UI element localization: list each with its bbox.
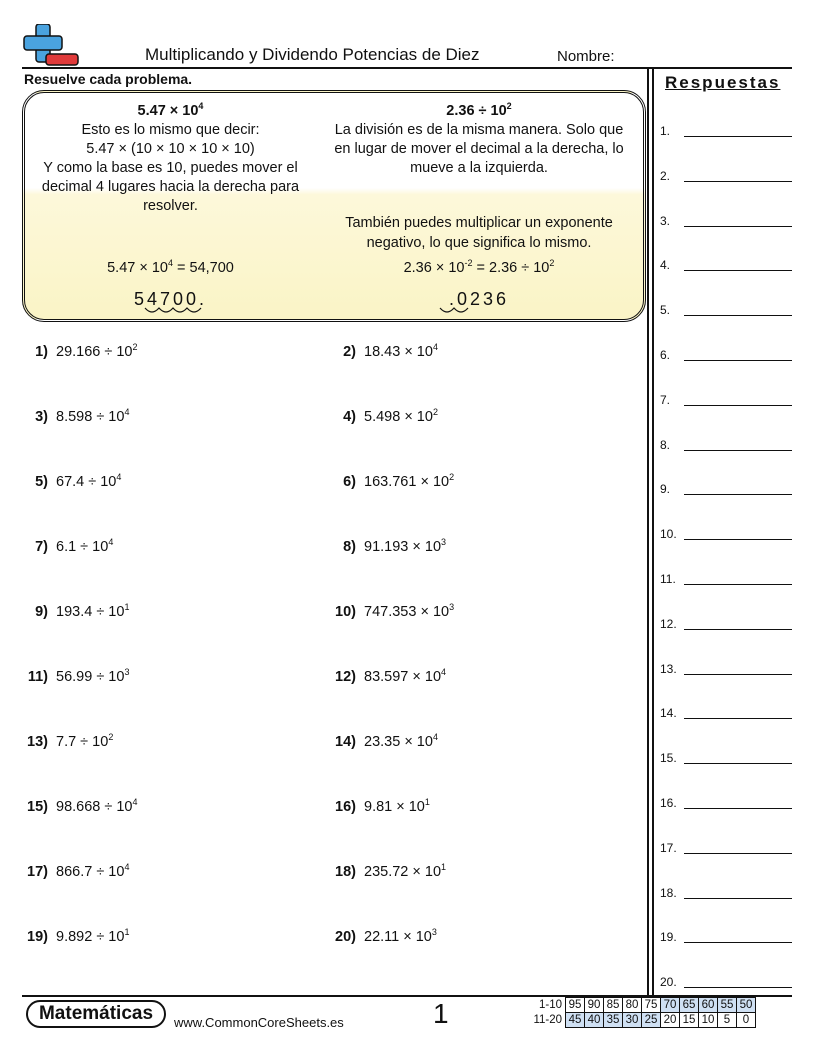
problem-exponent: 4 xyxy=(432,342,438,352)
problem-exponent: 1 xyxy=(424,797,430,807)
problem-expression: 866.7 ÷ 10 xyxy=(56,863,125,880)
answer-blank[interactable] xyxy=(684,315,792,316)
problem-number: 20) xyxy=(335,928,356,945)
answer-row[interactable] xyxy=(660,930,792,944)
problem-expression: 67.4 ÷ 10 xyxy=(56,473,117,490)
problem-item xyxy=(330,407,438,425)
problem-number: 11) xyxy=(27,668,48,685)
page-number: 1 xyxy=(433,998,449,1029)
answer-blank[interactable] xyxy=(684,763,792,764)
score-cell: 5 xyxy=(718,1013,737,1028)
answer-label: 19. xyxy=(660,930,677,945)
problem-number: 8) xyxy=(343,538,356,555)
instructions: Resuelve cada problema. xyxy=(24,71,193,87)
problem-item xyxy=(22,342,138,360)
score-row xyxy=(528,1013,756,1028)
score-cell: 15 xyxy=(680,1013,699,1028)
example-right-extra xyxy=(317,213,641,278)
problem-item xyxy=(22,927,129,945)
answer-row[interactable] xyxy=(660,258,792,272)
problem-item xyxy=(330,927,437,945)
score-cell: 90 xyxy=(585,998,604,1013)
answer-label: 15. xyxy=(660,751,677,766)
score-cell: 75 xyxy=(642,998,661,1013)
problem-number: 12) xyxy=(335,668,356,685)
answer-blank[interactable] xyxy=(684,987,792,988)
problem-expression: 8.598 ÷ 10 xyxy=(56,408,125,425)
answer-blank[interactable] xyxy=(684,494,792,495)
problem-exponent: 2 xyxy=(132,342,138,352)
answer-label: 6. xyxy=(660,348,671,362)
problem-expression: 193.4 ÷ 10 xyxy=(56,603,125,620)
problem-exponent: 3 xyxy=(124,667,130,677)
answer-row[interactable] xyxy=(660,751,792,765)
problem-exponent: 2 xyxy=(432,407,438,417)
answer-blank[interactable] xyxy=(684,718,792,719)
site-url: www.CommonCoreSheets.es xyxy=(174,1015,344,1030)
problem-exponent: 1 xyxy=(124,927,130,937)
problem-item xyxy=(330,667,446,685)
problem-exponent: 4 xyxy=(124,407,130,417)
problem-exponent: 3 xyxy=(441,537,447,547)
problem-expression: 18.43 × 10 xyxy=(364,343,433,360)
answer-row[interactable] xyxy=(660,796,792,810)
example-left xyxy=(28,97,313,216)
score-cell: 40 xyxy=(585,1013,604,1028)
problem-item xyxy=(330,797,430,815)
score-table xyxy=(528,997,756,1028)
answer-blank[interactable] xyxy=(684,405,792,406)
example-left-line: Y como la base es 10, puedes mover el xyxy=(43,159,298,176)
answer-blank[interactable] xyxy=(684,898,792,899)
problem-item xyxy=(330,732,438,750)
example-left-result: $5.47 \times 10^4 = 54,700$ xyxy=(107,258,234,276)
problem-expression: 83.597 × 10 xyxy=(364,668,442,685)
example-right-line: También puedes multiplicar un exponente xyxy=(345,215,613,231)
answer-blank[interactable] xyxy=(684,136,792,137)
problem-expression: 5.498 × 10 xyxy=(364,408,433,425)
problem-exponent: 4 xyxy=(116,472,122,482)
answer-row[interactable] xyxy=(660,393,792,407)
answer-label: 3. xyxy=(660,213,671,228)
answer-row[interactable] xyxy=(660,527,792,541)
example-right-heading: $2.36 \div 10^2$ xyxy=(446,101,512,119)
problem-number: 15) xyxy=(27,798,48,815)
answer-blank[interactable] xyxy=(684,181,792,182)
decimal-move-arcs-icon xyxy=(438,306,478,316)
problem-expression: 56.99 ÷ 10 xyxy=(56,668,125,685)
problem-number: 17) xyxy=(27,863,48,880)
problem-expression: 7.7 ÷ 10 xyxy=(56,733,109,750)
score-cell: 0 xyxy=(737,1013,756,1028)
example-left-digits: 54700. xyxy=(133,289,208,309)
score-cell: 10 xyxy=(699,1013,718,1028)
problem-number: 1) xyxy=(35,343,48,360)
example-right-line: en lugar de mover el decimal a la derecha, lo xyxy=(334,140,624,157)
problem-number: 4) xyxy=(343,408,356,425)
score-cell: 25 xyxy=(642,1013,661,1028)
problem-number: 2) xyxy=(343,343,356,360)
problem-exponent: 3 xyxy=(449,602,455,612)
score-cell: 35 xyxy=(604,1013,623,1028)
problem-number: 14) xyxy=(335,733,356,750)
answer-row[interactable] xyxy=(660,572,792,586)
answer-row[interactable] xyxy=(660,124,792,138)
answers-divider-inner xyxy=(652,69,654,995)
problem-expression: 23.35 × 10 xyxy=(364,733,433,750)
score-cell: 20 xyxy=(661,1013,680,1028)
decimal-move-arcs-icon xyxy=(143,306,219,316)
answer-label: 13. xyxy=(660,661,677,676)
answer-label: 16. xyxy=(660,796,677,810)
answer-row[interactable] xyxy=(660,214,792,228)
problem-exponent: 4 xyxy=(124,862,130,872)
score-cell: 45 xyxy=(566,1013,585,1028)
problem-item xyxy=(22,862,129,880)
problem-item xyxy=(22,602,129,620)
answer-row[interactable] xyxy=(660,886,792,900)
problem-number: 18) xyxy=(335,863,356,880)
problem-exponent: 3 xyxy=(431,927,437,937)
example-right-digits: .0236 xyxy=(448,289,510,309)
problem-item xyxy=(330,342,438,360)
problem-item xyxy=(22,537,113,555)
answer-label: 20. xyxy=(660,975,677,990)
answer-blank[interactable] xyxy=(684,808,792,809)
problem-item xyxy=(330,537,446,555)
answer-blank[interactable] xyxy=(684,942,792,943)
example-left-line: 5.47 × (10 × 10 × 10 × 10) xyxy=(86,140,255,157)
score-cell: 70 xyxy=(661,998,680,1013)
example-left-line: decimal 4 lugares hacia la derecha para xyxy=(41,178,300,195)
problem-expression: 9.892 ÷ 10 xyxy=(56,928,125,945)
answer-blank[interactable] xyxy=(684,584,792,585)
answer-blank[interactable] xyxy=(684,629,792,630)
problem-expression: 22.11 × 10 xyxy=(364,928,432,945)
problem-expression: 235.72 × 10 xyxy=(364,863,442,880)
score-row-label: 11-20 xyxy=(533,1014,562,1026)
problem-expression: 6.1 ÷ 10 xyxy=(56,538,109,555)
answer-label: 12. xyxy=(660,616,677,631)
page-title: Multiplicando y Dividendo Potencias de Diez xyxy=(145,45,480,64)
problem-exponent: 4 xyxy=(108,537,114,547)
answer-row[interactable] xyxy=(660,706,792,720)
example-right-line: La división es de la misma manera. Solo que xyxy=(334,121,624,138)
problem-number: 7) xyxy=(35,538,48,555)
answer-row[interactable] xyxy=(660,617,792,631)
example-left-line: Esto es lo mismo que decir: xyxy=(81,121,260,138)
problem-exponent: 2 xyxy=(108,732,114,742)
answer-label: 4. xyxy=(660,258,671,273)
score-row xyxy=(528,998,756,1013)
problem-number: 5) xyxy=(35,473,48,490)
problem-number: 3) xyxy=(35,408,48,425)
example-right-line: negativo, lo que significa lo mismo. xyxy=(366,235,592,251)
problem-item xyxy=(22,667,129,685)
header-divider xyxy=(22,67,792,69)
problem-number: 9) xyxy=(35,603,48,620)
answer-row[interactable] xyxy=(660,841,792,855)
problem-item xyxy=(22,797,138,815)
problem-item xyxy=(22,407,129,425)
answer-row[interactable] xyxy=(660,348,792,362)
answer-row[interactable] xyxy=(660,975,792,989)
answer-row[interactable] xyxy=(660,303,792,317)
problem-number: 19) xyxy=(27,928,48,945)
answer-blank[interactable] xyxy=(684,270,792,271)
answer-label: 10. xyxy=(660,527,677,542)
answer-blank[interactable] xyxy=(684,360,792,361)
example-right-equation: $2.36 \times 10^{-2} = 2.36 \div 10^2$ xyxy=(403,258,555,276)
score-cell: 30 xyxy=(623,1013,642,1028)
problem-number: 10) xyxy=(335,603,356,620)
problem-exponent: 1 xyxy=(124,602,130,612)
example-box xyxy=(22,90,646,322)
answer-blank[interactable] xyxy=(684,450,792,451)
problem-exponent: 4 xyxy=(132,797,138,807)
example-left-heading: $5.47 \times 10^4$ xyxy=(137,101,204,119)
problem-expression: 163.761 × 10 xyxy=(364,473,450,490)
problem-exponent: 4 xyxy=(432,732,438,742)
problem-exponent: 4 xyxy=(441,667,447,677)
problem-item xyxy=(330,602,454,620)
answers-title: Respuestas xyxy=(665,73,781,92)
problem-number: 13) xyxy=(27,733,48,750)
answer-row[interactable] xyxy=(660,438,792,452)
score-cell: 65 xyxy=(680,998,699,1013)
plus-minus-logo-icon xyxy=(22,24,80,68)
answer-label: 2. xyxy=(660,168,671,183)
problem-expression: 29.166 ÷ 10 xyxy=(56,343,133,360)
answer-label: 14. xyxy=(660,706,677,721)
answer-label: 5. xyxy=(660,303,671,318)
score-cell: 85 xyxy=(604,998,623,1013)
example-right xyxy=(317,97,641,178)
score-cell: 80 xyxy=(623,998,642,1013)
problem-item xyxy=(330,472,454,490)
score-cell: 50 xyxy=(737,998,756,1013)
answer-label: 17. xyxy=(660,840,677,855)
problem-expression: 91.193 × 10 xyxy=(364,538,442,555)
answer-row[interactable] xyxy=(660,662,792,676)
problem-exponent: 2 xyxy=(449,472,455,482)
answer-blank[interactable] xyxy=(684,226,792,227)
answer-row[interactable] xyxy=(660,482,792,496)
answer-label: 11. xyxy=(660,572,676,586)
score-cell: 60 xyxy=(699,998,718,1013)
example-right-line: mueve a la izquierda. xyxy=(410,159,548,176)
score-row-label: 1-10 xyxy=(538,999,562,1011)
problem-expression: 98.668 ÷ 10 xyxy=(56,798,133,815)
problem-exponent: 1 xyxy=(441,862,447,872)
answer-label: 9. xyxy=(660,482,671,497)
answer-blank[interactable] xyxy=(684,539,792,540)
answer-row[interactable] xyxy=(660,169,792,183)
answer-label: 18. xyxy=(660,885,677,900)
score-cell: 95 xyxy=(566,998,585,1013)
answer-label: 8. xyxy=(660,437,671,452)
example-left-line: resolver. xyxy=(143,197,198,214)
name-label: Nombre: xyxy=(557,48,615,65)
brand-badge: Matemáticas xyxy=(26,1000,166,1028)
answer-blank[interactable] xyxy=(684,853,792,854)
problem-number: 6) xyxy=(343,473,356,490)
problem-expression: 747.353 × 10 xyxy=(364,603,450,620)
answer-blank[interactable] xyxy=(684,674,792,675)
problem-item xyxy=(22,732,113,750)
problem-item xyxy=(22,472,121,490)
score-cell: 55 xyxy=(718,998,737,1013)
answers-divider xyxy=(647,69,649,995)
problem-number: 16) xyxy=(335,798,356,815)
answer-label: 7. xyxy=(660,392,671,407)
problem-expression: 9.81 × 10 xyxy=(364,798,425,815)
problem-item xyxy=(330,862,446,880)
answer-label: 1. xyxy=(660,124,671,138)
